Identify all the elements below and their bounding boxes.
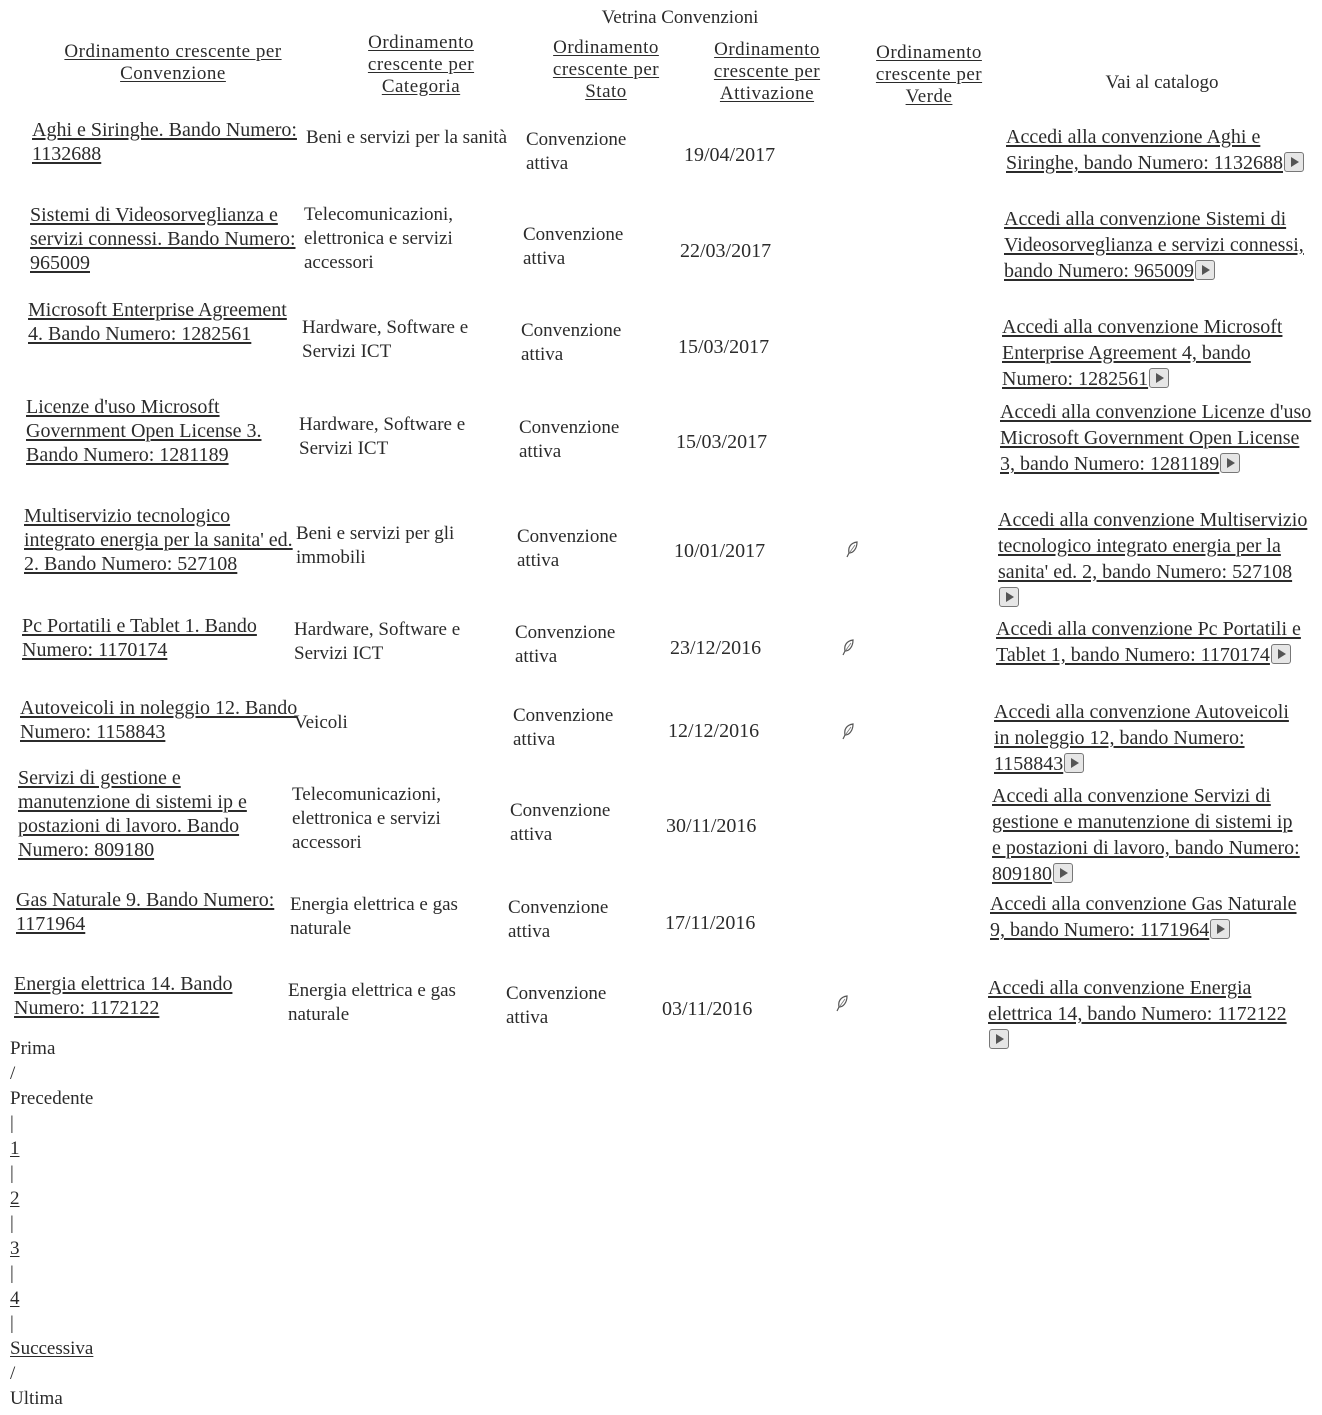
convenzione-cell (24, 504, 300, 576)
attivazione-cell: 30/11/2016 (666, 815, 757, 837)
leaf-icon (842, 722, 856, 746)
convenzione-link[interactable]: Licenze d'uso Microsoft Government Open License 3. Bando Numero: 1281189 (26, 396, 262, 466)
header-stato[interactable] (537, 37, 675, 103)
convenzione-cell (14, 972, 290, 1020)
leaf-icon (836, 994, 850, 1018)
convenzione-cell (22, 614, 300, 662)
catalogo-link[interactable]: Accedi alla convenzione Licenze d'uso Microsoft Government Open License 3, bando Numero: 1281189 (1000, 401, 1312, 475)
categoria-cell: Energia elettrica e gas naturale (290, 894, 458, 939)
convenzione-cell (16, 888, 292, 936)
categoria-cell: Energia elettrica e gas naturale (288, 980, 456, 1025)
categoria-cell: Hardware, Software e Servizi ICT (299, 414, 466, 459)
convenzione-link[interactable]: Pc Portatili e Tablet 1. Bando Numero: 1170174 (22, 615, 257, 661)
pager-page-2[interactable]: 2 (10, 1188, 20, 1209)
catalogo-cell (1006, 124, 1316, 176)
header-attivazione[interactable] (698, 39, 836, 105)
go-arrow-icon[interactable] (999, 587, 1019, 607)
catalogo-link[interactable]: Accedi alla convenzione Aghi e Siringhe, bando Numero: 1132688 (1006, 126, 1284, 174)
pager-separator: | (10, 1263, 14, 1284)
sort-stato-link[interactable]: Ordinamento crescente per Stato (552, 37, 660, 102)
stato-cell: Convenzione attiva (515, 622, 616, 667)
convenzione-link[interactable]: Autoveicoli in noleggio 12. Bando Numero: 1158843 (20, 697, 298, 743)
categoria-cell: Beni e servizi per gli immobili (296, 523, 455, 568)
pager-page-4[interactable]: 4 (10, 1288, 20, 1309)
attivazione-cell: 22/03/2017 (680, 240, 772, 262)
attivazione-cell: 15/03/2017 (676, 431, 768, 453)
catalogo-cell (1002, 314, 1314, 392)
sort-convenzione-link[interactable]: Ordinamento crescente per Convenzione (64, 41, 282, 84)
stato-cell: Convenzione attiva (526, 129, 627, 174)
go-arrow-icon[interactable] (1284, 152, 1304, 172)
go-arrow-icon[interactable] (1195, 260, 1215, 280)
catalogo-link[interactable]: Accedi alla convenzione Servizi di gestione e manutenzione di sistemi ip e postazioni di lavoro, bando Numero: 809180 (992, 785, 1300, 885)
catalogo-link[interactable]: Accedi alla convenzione Sistemi di Videosorveglianza e servizi connessi, bando Numero: 965009 (1004, 208, 1304, 282)
stato-cell: Convenzione attiva (508, 897, 609, 942)
stato-cell: Convenzione attiva (519, 417, 620, 462)
leaf-icon (842, 638, 856, 662)
categoria-cell: Beni e servizi per la sanità (306, 127, 508, 148)
attivazione-cell: 10/01/2017 (674, 540, 766, 562)
catalogo-cell (1004, 206, 1316, 284)
pagination (10, 1036, 160, 1411)
catalogo-cell (994, 699, 1306, 777)
catalogo-link[interactable]: Accedi alla convenzione Gas Naturale 9, bando Numero: 1171964 (990, 893, 1297, 941)
stato-cell: Convenzione attiva (521, 320, 622, 365)
catalogo-link[interactable]: Accedi alla convenzione Multiservizio tecnologico integrato energia per la sanita' ed. 2, bando Numero: 527108 (998, 509, 1308, 583)
pager-next[interactable]: Successiva (10, 1338, 94, 1359)
pager-separator: | (10, 1313, 14, 1334)
pager-separator: | (10, 1213, 14, 1234)
convenzione-link[interactable]: Multiservizio tecnologico integrato energia per la sanita' ed. 2. Bando Numero: 527108 (24, 505, 293, 575)
categoria-cell: Telecomunicazioni, elettronica e servizi accessori (304, 204, 454, 273)
convenzione-cell (26, 395, 300, 467)
pager-slash: / (10, 1363, 16, 1384)
attivazione-cell: 19/04/2017 (684, 144, 776, 166)
header-convenzione[interactable] (40, 41, 306, 85)
categoria-cell: Hardware, Software e Servizi ICT (294, 619, 461, 664)
convenzione-link[interactable]: Microsoft Enterprise Agreement 4. Bando Numero: 1282561 (28, 299, 287, 345)
pager-slash: / (10, 1063, 16, 1084)
stato-cell: Convenzione attiva (523, 224, 624, 269)
catalogo-link[interactable]: Accedi alla convenzione Autoveicoli in noleggio 12, bando Numero: 1158843 (994, 701, 1289, 775)
categoria-cell: Veicoli (294, 712, 348, 733)
categoria-cell: Telecomunicazioni, elettronica e servizi accessori (292, 784, 442, 853)
go-arrow-icon[interactable] (1220, 453, 1240, 473)
pager-separator: | (10, 1113, 14, 1134)
go-arrow-icon[interactable] (1271, 644, 1291, 664)
convenzione-link[interactable]: Servizi di gestione e manutenzione di sistemi ip e postazioni di lavoro. Bando Numero: 809180 (18, 767, 247, 861)
convenzione-cell (32, 118, 300, 166)
catalogo-cell (1000, 399, 1312, 477)
attivazione-cell: 23/12/2016 (670, 637, 762, 659)
convenzione-cell (20, 696, 298, 744)
stato-cell: Convenzione attiva (510, 800, 611, 845)
header-categoria[interactable] (352, 32, 490, 98)
attivazione-cell: 03/11/2016 (662, 998, 753, 1020)
catalogo-cell (998, 507, 1310, 611)
pager-first: Prima (10, 1038, 56, 1059)
stato-cell: Convenzione attiva (513, 705, 614, 750)
pager-page-1[interactable]: 1 (10, 1138, 20, 1159)
convenzione-cell (28, 298, 300, 346)
sort-attivazione-link[interactable]: Ordinamento crescente per Attivazione (713, 39, 821, 104)
pager-separator: | (10, 1163, 14, 1184)
catalogo-link[interactable]: Accedi alla convenzione Pc Portatili e Tablet 1, bando Numero: 1170174 (996, 618, 1301, 666)
table-caption: Vetrina Convenzioni (601, 7, 759, 28)
attivazione-cell: 17/11/2016 (665, 912, 756, 934)
catalogo-cell (996, 616, 1308, 668)
go-arrow-icon[interactable] (1064, 753, 1084, 773)
catalogo-cell (992, 783, 1304, 887)
pager-last: Ultima (10, 1388, 63, 1409)
attivazione-cell: 15/03/2017 (678, 336, 770, 358)
attivazione-cell: 12/12/2016 (668, 720, 760, 742)
catalogo-cell (990, 891, 1302, 943)
sort-categoria-link[interactable]: Ordinamento crescente per Categoria (367, 32, 475, 97)
go-arrow-icon[interactable] (1053, 863, 1073, 883)
go-arrow-icon[interactable] (989, 1029, 1009, 1049)
sort-verde-link[interactable]: Ordinamento crescente per Verde (875, 42, 983, 107)
go-arrow-icon[interactable] (1149, 368, 1169, 388)
convenzione-cell (30, 203, 300, 275)
pager-previous: Precedente (10, 1088, 94, 1109)
catalogo-link[interactable]: Accedi alla convenzione Energia elettrica 14, bando Numero: 1172122 (988, 977, 1287, 1025)
stato-cell: Convenzione attiva (506, 983, 607, 1028)
categoria-cell: Hardware, Software e Servizi ICT (302, 317, 469, 362)
stato-cell: Convenzione attiva (517, 526, 618, 571)
pager-page-3[interactable]: 3 (10, 1238, 20, 1259)
convenzione-link[interactable]: Sistemi di Videosorveglianza e servizi connessi. Bando Numero: 965009 (30, 204, 296, 274)
catalogo-link[interactable]: Accedi alla convenzione Microsoft Enterprise Agreement 4, bando Numero: 1282561 (1002, 316, 1283, 390)
header-catalogo: Vai al catalogo (1105, 72, 1219, 93)
convenzione-link[interactable]: Energia elettrica 14. Bando Numero: 1172122 (14, 973, 233, 1019)
convenzione-cell (18, 766, 290, 862)
catalogo-cell (988, 975, 1300, 1053)
leaf-icon (846, 540, 860, 564)
convenzione-link[interactable]: Gas Naturale 9. Bando Numero: 1171964 (16, 889, 275, 935)
go-arrow-icon[interactable] (1210, 919, 1230, 939)
header-verde[interactable] (860, 42, 998, 108)
convenzione-link[interactable]: Aghi e Siringhe. Bando Numero: 1132688 (32, 119, 297, 165)
